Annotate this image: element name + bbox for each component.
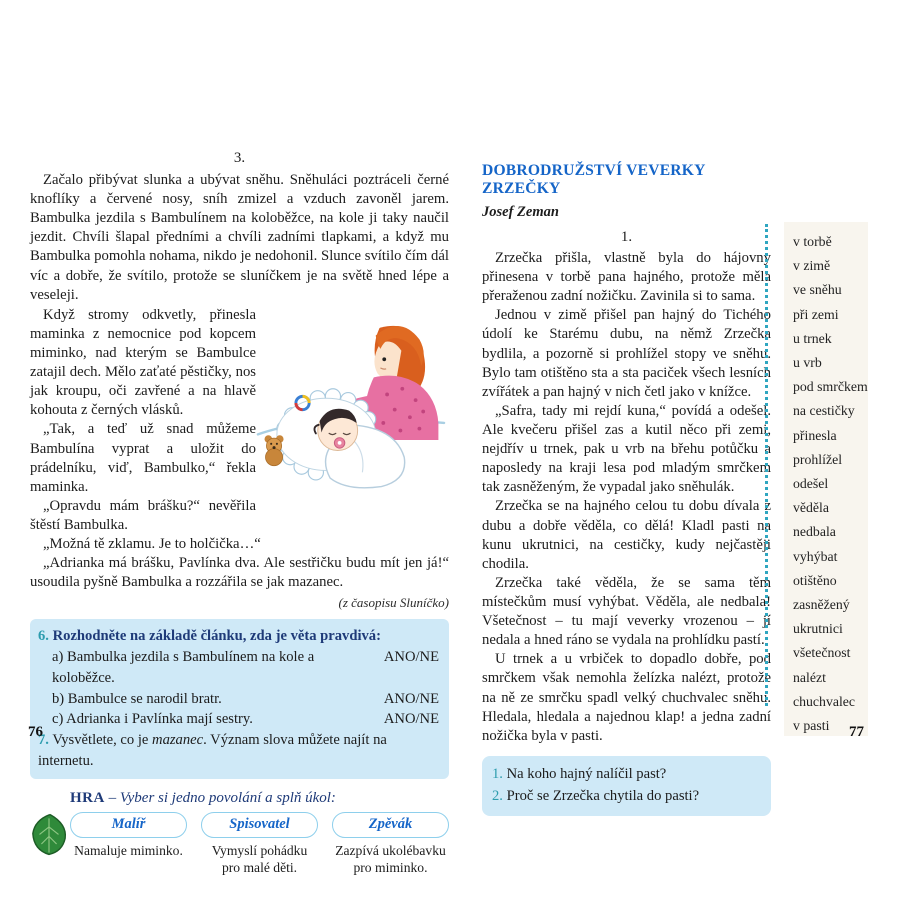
- question-text: Proč se Zrzečka chytila do pasti?: [506, 787, 700, 804]
- right-section-number: 1.: [620, 229, 633, 245]
- question-number: 2.: [492, 787, 503, 804]
- vocabulary-word: prohlížel: [793, 451, 843, 467]
- story-paragraph: „Safra, tady mi rejdí kuna,“ povídá a odešel. Ale kvečeru přišel zas a kutil něco při zemi, nejdřív u trnek, pak u vrb na břehu potůčku a naposledy na kraji lesa pod mladým smrčkem tak zasněženým, že vypadal jako sněhulák.: [482, 402, 771, 496]
- left-column-paragraph: Když stromy odkvetly, přinesla maminka z nemocnice pod kopcem miminko, nad kterým se Bambulce zatajil dech. Mělo zaťaté pěstičky, nos jak kroupu, oči zavřené a na hlavě kohouta z černých vlásků.: [30, 306, 256, 419]
- ano-ne-choice[interactable]: ANO/NE: [383, 711, 439, 728]
- vocabulary-word: nedbala: [793, 524, 836, 540]
- left-paragraph-5: „Možná tě zklamu. Je to holčička…“: [43, 536, 261, 553]
- question-6-items: [38, 647, 439, 730]
- profession-task-caption: Vymyslí pohádku pro malé děti.: [211, 843, 308, 876]
- left-paragraph-1: Začalo přibývat slunka a ubývat sněhu. Sněhuláci poztráceli černé knoflíky a červené nosy, sníh zmizel a vzduch zavoněl jarem. Bambulka jezdila s Bambulínem na koloběžce, na kole ji taky naučil jezdit. Chvíli šlapal předními a chvíli zadními tlapkami, a když mu Bambulka pomohla nohama, nikdo je nedohonil. Slunce svítilo čím dál víc a dobře, že svítilo, protože se sluníčkem je na světě hned lépe a veseleji.: [30, 172, 449, 303]
- story-author: Josef Zeman: [482, 204, 559, 220]
- hra-title: HRA: [70, 790, 105, 807]
- statement-label: c) Adrianka i Pavlínka mají sestry.: [52, 711, 253, 728]
- vocabulary-word: v torbě: [793, 234, 832, 249]
- questions-box-right: [482, 756, 771, 816]
- question-6-number: 6.: [38, 628, 49, 645]
- question-7-keyword: mazanec: [152, 732, 204, 748]
- text-and-illustration-row: [30, 306, 449, 535]
- hra-content: [70, 790, 449, 877]
- profession-task-caption: Namaluje miminko.: [74, 843, 183, 859]
- profession-button[interactable]: Zpěvák: [332, 812, 449, 838]
- vocabulary-word: odešel: [793, 476, 829, 492]
- hra-game-section: [30, 790, 449, 877]
- ano-ne-choice[interactable]: ANO/NE: [383, 690, 439, 707]
- vocabulary-word: všetečnost: [793, 645, 851, 661]
- question-7-text-pre: Vysvětlete, co je: [52, 732, 153, 748]
- vocabulary-word: pod smrčkem: [793, 379, 868, 395]
- vocabulary-word: u vrb: [793, 355, 822, 371]
- dotted-separator-rule: [765, 224, 768, 706]
- statement-label: b) Bambulce se narodil bratr.: [52, 690, 222, 707]
- vocabulary-word: v pasti: [793, 718, 830, 734]
- hra-options: [70, 812, 449, 877]
- comprehension-question: [492, 786, 761, 808]
- ano-ne-choice[interactable]: ANO/NE: [383, 649, 439, 666]
- illustration: [256, 306, 449, 535]
- story-paragraph: Zrzečka přišla, vlastně byla do hájovny přinesena v torbě pana hajného, protože měla přeraženou zadní nožičku. Zavinila si to sama.: [482, 250, 771, 305]
- vocabulary-sidebar: [784, 222, 868, 736]
- vocabulary-word: otištěno: [793, 572, 837, 588]
- left-page: [30, 150, 449, 877]
- vocabulary-word: u trnek: [793, 330, 832, 346]
- vocabulary-word: vyhýbat: [793, 548, 838, 564]
- hra-heading: [70, 790, 449, 807]
- leaf-icon: [30, 792, 68, 877]
- question-6: [38, 626, 439, 647]
- vocabulary-word: chuchvalec: [793, 693, 856, 709]
- left-section-number: 3.: [233, 150, 246, 166]
- vocabulary-word: nalézt: [793, 669, 826, 685]
- statement-label: a) Bambulka jezdila s Bambulínem na kole a koloběžce.: [52, 649, 315, 686]
- mother-and-baby-illustration: [256, 312, 446, 494]
- story-paragraph: U trnek a u vrbiček to dopadlo dobře, pod smrčkem však nemohla želízka nalézt, protože na ně ze smrčku spadl velký chuchvalec sněhu. Hledala, hledala a najednou klap! a jedna zadní nožička byla v pasti.: [482, 651, 771, 744]
- right-page: [482, 162, 771, 816]
- story-paragraph: Zrzečka také věděla, že se sama těm místečkům musí vyhýbat. Věděla, ale nedbala! Všetečnost – tu mají veverky vrozenou – jí nedala a hned ráno se vydala na prohlídku pastí.: [482, 574, 771, 649]
- question-7: [38, 730, 439, 771]
- profession-button[interactable]: Malíř: [70, 812, 187, 838]
- hra-option: [332, 812, 449, 877]
- comprehension-question: [492, 764, 761, 786]
- left-column-paragraph: „Tak, a teď už snad můžeme Bambulína vyprat a uložit do prádelníku, viď, Bambulko,“ řekla maminka.: [30, 421, 256, 495]
- question-number: 1.: [492, 765, 503, 782]
- true-false-item: [38, 647, 439, 688]
- left-paragraph-6: „Adrianka má brášku, Pavlínka dva. Ale sestřičku budu mít jen já!“ usoudila pyšně Bambulka a rozzářila se jak mazanec.: [30, 555, 449, 591]
- profession-task-caption: Zazpívá ukolébavku pro miminko.: [335, 843, 446, 876]
- question-7-text-post: . Význam slova můžete najít na internetu.: [38, 732, 387, 769]
- vocabulary-word: ve sněhu: [793, 282, 842, 298]
- left-column-paragraph: „Opravdu mám brášku?“ nevěřila štěstí Bambulka.: [30, 497, 256, 533]
- hra-option: [70, 812, 187, 877]
- true-false-item: [38, 709, 439, 730]
- question-7-number: 7.: [38, 732, 49, 748]
- vocabulary-word: zasněžený: [793, 597, 850, 613]
- story-title: DOBRODRUŽSTVÍ VEVERKY ZRZEČKY: [482, 162, 705, 197]
- page-number-right: 77: [849, 724, 864, 740]
- vocabulary-word: věděla: [793, 500, 830, 516]
- source-attribution: (z časopisu Sluníčko): [338, 595, 449, 611]
- profession-button[interactable]: Spisovatel: [201, 812, 318, 838]
- story-paragraphs: [482, 249, 771, 746]
- left-narrow-column: [30, 306, 256, 535]
- hra-option: [201, 812, 318, 877]
- question-text: Na koho hajný nalíčil past?: [506, 765, 667, 782]
- true-false-item: [38, 689, 439, 710]
- story-paragraph: Jednou v zimě přišel pan hajný do Tichého údolí ke Starému dubu, na němž Zrzečka bydlila, a pozorně si prohlížel stopy ve sněhu. Bylo tam otištěno sta a sta paciček všech lesních zvířátek a pan hajný v nich četl jako v knížce.: [482, 307, 771, 400]
- vocabulary-word: na cestičky: [793, 403, 855, 419]
- vocabulary-word: přinesla: [793, 427, 837, 443]
- questions-box-left: [30, 619, 449, 779]
- question-6-title: Rozhodněte na základě článku, zda je věta pravdivá:: [52, 628, 381, 645]
- vocabulary-word: v zimě: [793, 258, 831, 274]
- hra-instruction: – Vyber si jedno povolání a splň úkol:: [108, 790, 336, 807]
- story-paragraph: Zrzečka se na hajného celou tu dobu dívala z dubu a dobře věděla, co dělá! Kladl pasti na kunu ukrutnici, na cestičky, kudy nejčastěji chodila.: [482, 498, 771, 572]
- vocabulary-word: při zemi: [793, 306, 839, 322]
- page-number-left: 76: [28, 724, 43, 740]
- vocabulary-word: ukrutnici: [793, 621, 843, 637]
